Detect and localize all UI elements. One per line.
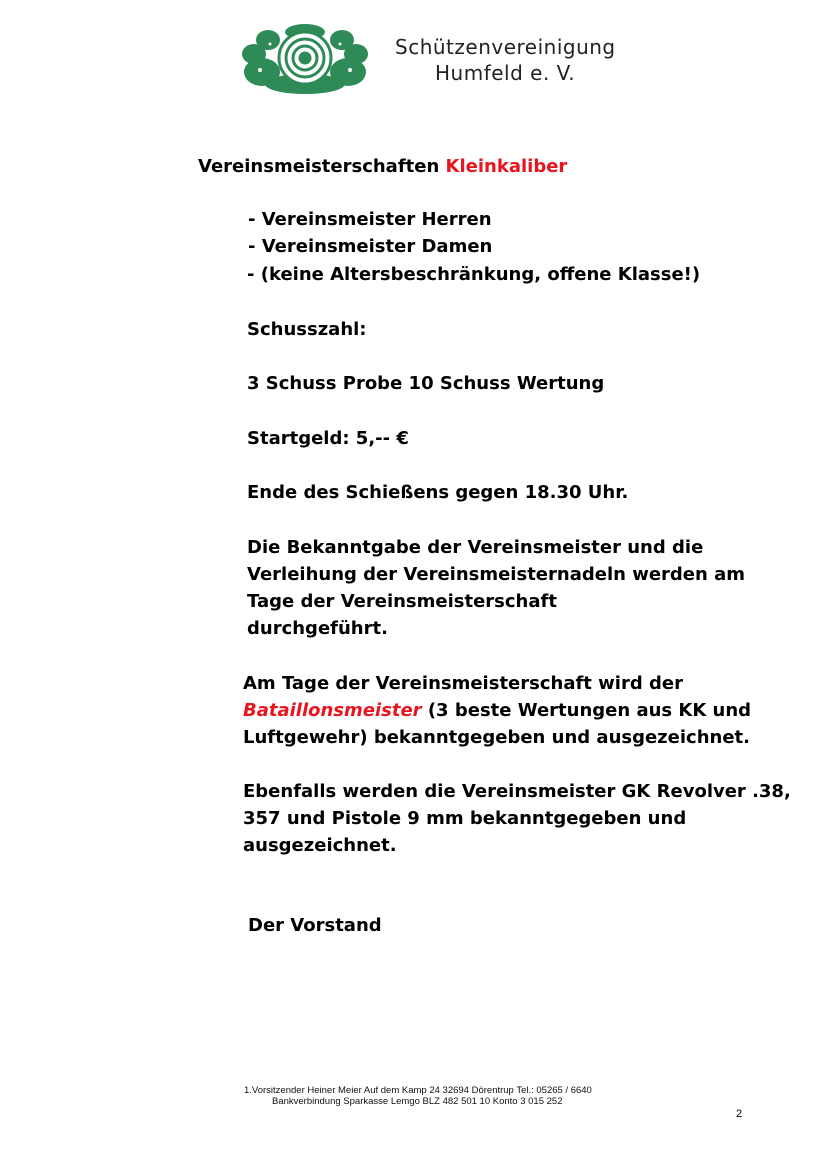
footer-address: 1.Vorsitzender Heiner Meier Auf dem Kamp 24 32694 Dörentrup Tel.: 05265 / 6640 bbox=[244, 1085, 592, 1096]
page-number: 2 bbox=[736, 1108, 743, 1120]
bataillon-line3: Luftgewehr) bekanntgegeben und ausgezeichnet. bbox=[243, 727, 750, 748]
club-logo bbox=[240, 22, 370, 94]
bataillonsmeister-highlight: Bataillonsmeister bbox=[243, 700, 422, 721]
page-title bbox=[198, 154, 567, 180]
title-prefix: Vereinsmeisterschaften bbox=[198, 156, 446, 177]
organization-name bbox=[395, 34, 616, 86]
ebenfalls-line2: 357 und Pistole 9 mm bekanntgegeben und bbox=[243, 808, 687, 829]
ende-schiessen: Ende des Schießens gegen 18.30 Uhr. bbox=[247, 482, 629, 503]
bekanntgabe-line1: Die Bekanntgabe der Vereinsmeister und die bbox=[247, 537, 704, 558]
ebenfalls-line3: ausgezeichnet. bbox=[243, 835, 397, 856]
category-herren: - Vereinsmeister Herren bbox=[248, 209, 492, 230]
bekanntgabe-line4: durchgeführt. bbox=[247, 618, 388, 639]
bataillon-line1: Am Tage der Vereinsmeisterschaft wird der bbox=[243, 673, 683, 694]
startgeld: Startgeld: 5,-- € bbox=[247, 428, 409, 449]
category-open-class: - (keine Altersbeschränkung, offene Klasse!) bbox=[247, 264, 701, 285]
ebenfalls-line1: Ebenfalls werden die Vereinsmeister GK Revolver .38, bbox=[243, 781, 791, 802]
signature: Der Vorstand bbox=[248, 915, 382, 936]
footer bbox=[0, 1085, 826, 1107]
schusszahl-value: 3 Schuss Probe 10 Schuss Wertung bbox=[247, 373, 605, 394]
bataillon-line2-rest: (3 beste Wertungen aus KK und bbox=[421, 700, 752, 721]
title-highlight: Kleinkaliber bbox=[445, 156, 568, 177]
bataillon-line2 bbox=[243, 698, 751, 724]
bekanntgabe-line3: Tage der Vereinsmeisterschaft bbox=[247, 591, 557, 612]
org-name-line1: Schützenvereinigung bbox=[395, 35, 616, 59]
schusszahl-label: Schusszahl: bbox=[247, 319, 367, 340]
footer-bank: Bankverbindung Sparkasse Lemgo BLZ 482 501 10 Konto 3 015 252 bbox=[272, 1096, 563, 1107]
bekanntgabe-line2: Verleihung der Vereinsmeisternadeln werden am bbox=[247, 564, 745, 585]
org-name-line2: Humfeld e. V. bbox=[435, 61, 576, 85]
category-damen: - Vereinsmeister Damen bbox=[248, 236, 493, 257]
target-icon bbox=[279, 32, 331, 84]
